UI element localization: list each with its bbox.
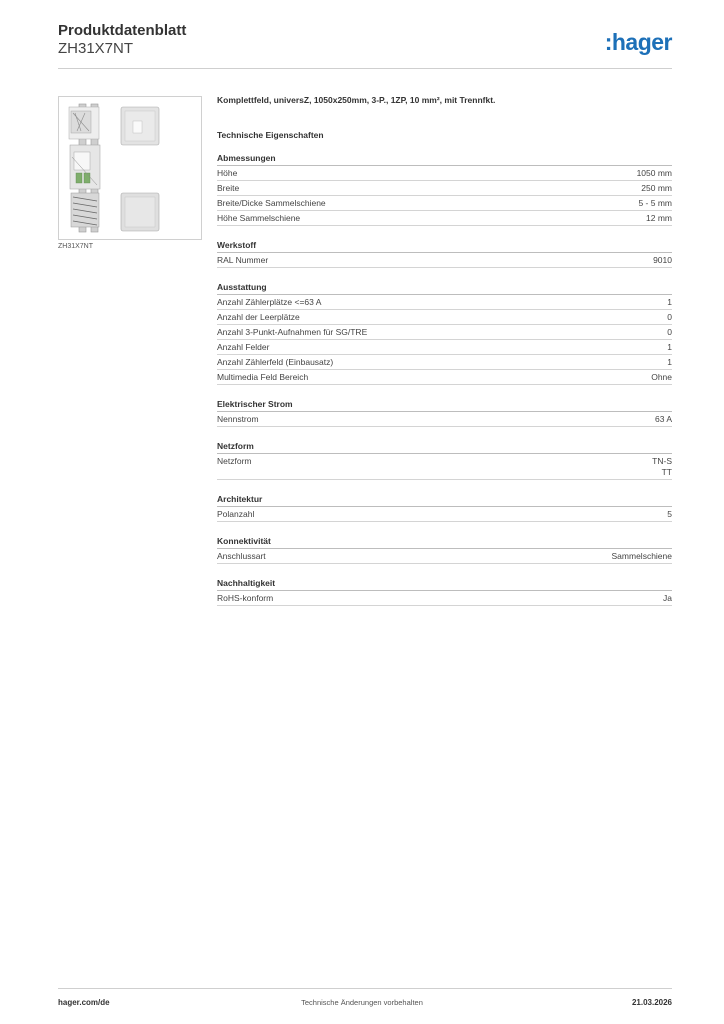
section-nachhaltigkeit bbox=[217, 577, 672, 606]
table-row bbox=[217, 370, 672, 385]
section-title: Nachhaltigkeit bbox=[217, 577, 672, 591]
row-value-line: TT bbox=[661, 467, 672, 477]
section-title: Abmessungen bbox=[217, 152, 672, 166]
row-value: 5 - 5 mm bbox=[638, 198, 672, 208]
row-value: Ohne bbox=[651, 372, 672, 382]
section-title: Werkstoff bbox=[217, 239, 672, 253]
table-row bbox=[217, 549, 672, 564]
page-title: Produktdatenblatt bbox=[58, 22, 187, 39]
row-value: Sammelschiene bbox=[611, 551, 672, 561]
footer-notice: Technische Änderungen vorbehalten bbox=[301, 998, 423, 1007]
row-value bbox=[652, 456, 672, 478]
table-row bbox=[217, 355, 672, 370]
table-row bbox=[217, 325, 672, 340]
product-image bbox=[58, 96, 202, 240]
table-row bbox=[217, 412, 672, 427]
table-row bbox=[217, 166, 672, 181]
section-title: Elektrischer Strom bbox=[217, 398, 672, 412]
row-value: 1050 mm bbox=[636, 168, 672, 178]
row-label: Netzform bbox=[217, 456, 252, 466]
section-abmessungen bbox=[217, 152, 672, 226]
footer-divider bbox=[58, 988, 672, 989]
row-value: 0 bbox=[667, 312, 672, 322]
row-value: 1 bbox=[667, 297, 672, 307]
table-row bbox=[217, 295, 672, 310]
row-label: RoHS-konform bbox=[217, 593, 274, 603]
section-elektrischer-strom bbox=[217, 398, 672, 427]
hager-logo: :hager bbox=[604, 29, 672, 55]
row-value: 1 bbox=[667, 357, 672, 367]
row-label: RAL Nummer bbox=[217, 255, 269, 265]
row-value: 0 bbox=[667, 327, 672, 337]
table-row bbox=[217, 340, 672, 355]
row-label: Breite/Dicke Sammelschiene bbox=[217, 198, 326, 208]
section-netzform bbox=[217, 440, 672, 480]
section-title: Architektur bbox=[217, 493, 672, 507]
row-label: Anzahl Felder bbox=[217, 342, 270, 352]
technical-properties-heading: Technische Eigenschaften bbox=[217, 130, 324, 140]
row-value: 5 bbox=[667, 509, 672, 519]
table-row bbox=[217, 253, 672, 268]
row-label: Polanzahl bbox=[217, 509, 255, 519]
section-ausstattung bbox=[217, 281, 672, 385]
row-value-line: TN-S bbox=[652, 456, 672, 466]
row-value: 63 A bbox=[654, 414, 672, 424]
row-value: 250 mm bbox=[641, 183, 672, 193]
section-title: Ausstattung bbox=[217, 281, 672, 295]
header-divider bbox=[58, 68, 672, 69]
table-row bbox=[217, 181, 672, 196]
row-label: Anzahl Zählerplätze <=63 A bbox=[217, 297, 322, 307]
footer-website-link[interactable]: hager.com/de bbox=[58, 998, 110, 1007]
row-label: Breite bbox=[217, 183, 240, 193]
row-label: Anschlussart bbox=[217, 551, 266, 561]
row-value: 1 bbox=[667, 342, 672, 352]
product-description: Komplettfeld, universZ, 1050x250mm, 3-P., 1ZP, 10 mm², mit Trennfkt. bbox=[217, 95, 496, 105]
section-konnektivitaet bbox=[217, 535, 672, 564]
product-code: ZH31X7NT bbox=[58, 40, 134, 57]
row-value: Ja bbox=[663, 593, 672, 603]
row-label: Anzahl 3-Punkt-Aufnahmen für SG/TRE bbox=[217, 327, 368, 337]
table-row bbox=[217, 454, 672, 480]
row-label: Nennstrom bbox=[217, 414, 259, 424]
product-illustration bbox=[59, 97, 201, 239]
row-label: Höhe bbox=[217, 168, 238, 178]
table-row bbox=[217, 310, 672, 325]
row-value: 9010 bbox=[653, 255, 672, 265]
table-row bbox=[217, 211, 672, 226]
row-value: 12 mm bbox=[646, 213, 672, 223]
footer-date: 21.03.2026 bbox=[631, 998, 672, 1007]
row-label: Anzahl der Leerplätze bbox=[217, 312, 300, 322]
image-caption: ZH31X7NT bbox=[58, 243, 94, 250]
section-architektur bbox=[217, 493, 672, 522]
section-title: Konnektivität bbox=[217, 535, 672, 549]
section-title: Netzform bbox=[217, 440, 672, 454]
row-label: Anzahl Zählerfeld (Einbausatz) bbox=[217, 357, 334, 367]
row-label: Höhe Sammelschiene bbox=[217, 213, 301, 223]
table-row bbox=[217, 507, 672, 522]
product-content bbox=[217, 94, 672, 606]
section-werkstoff bbox=[217, 239, 672, 268]
table-row bbox=[217, 591, 672, 606]
row-label: Multimedia Feld Bereich bbox=[217, 372, 309, 382]
table-row bbox=[217, 196, 672, 211]
